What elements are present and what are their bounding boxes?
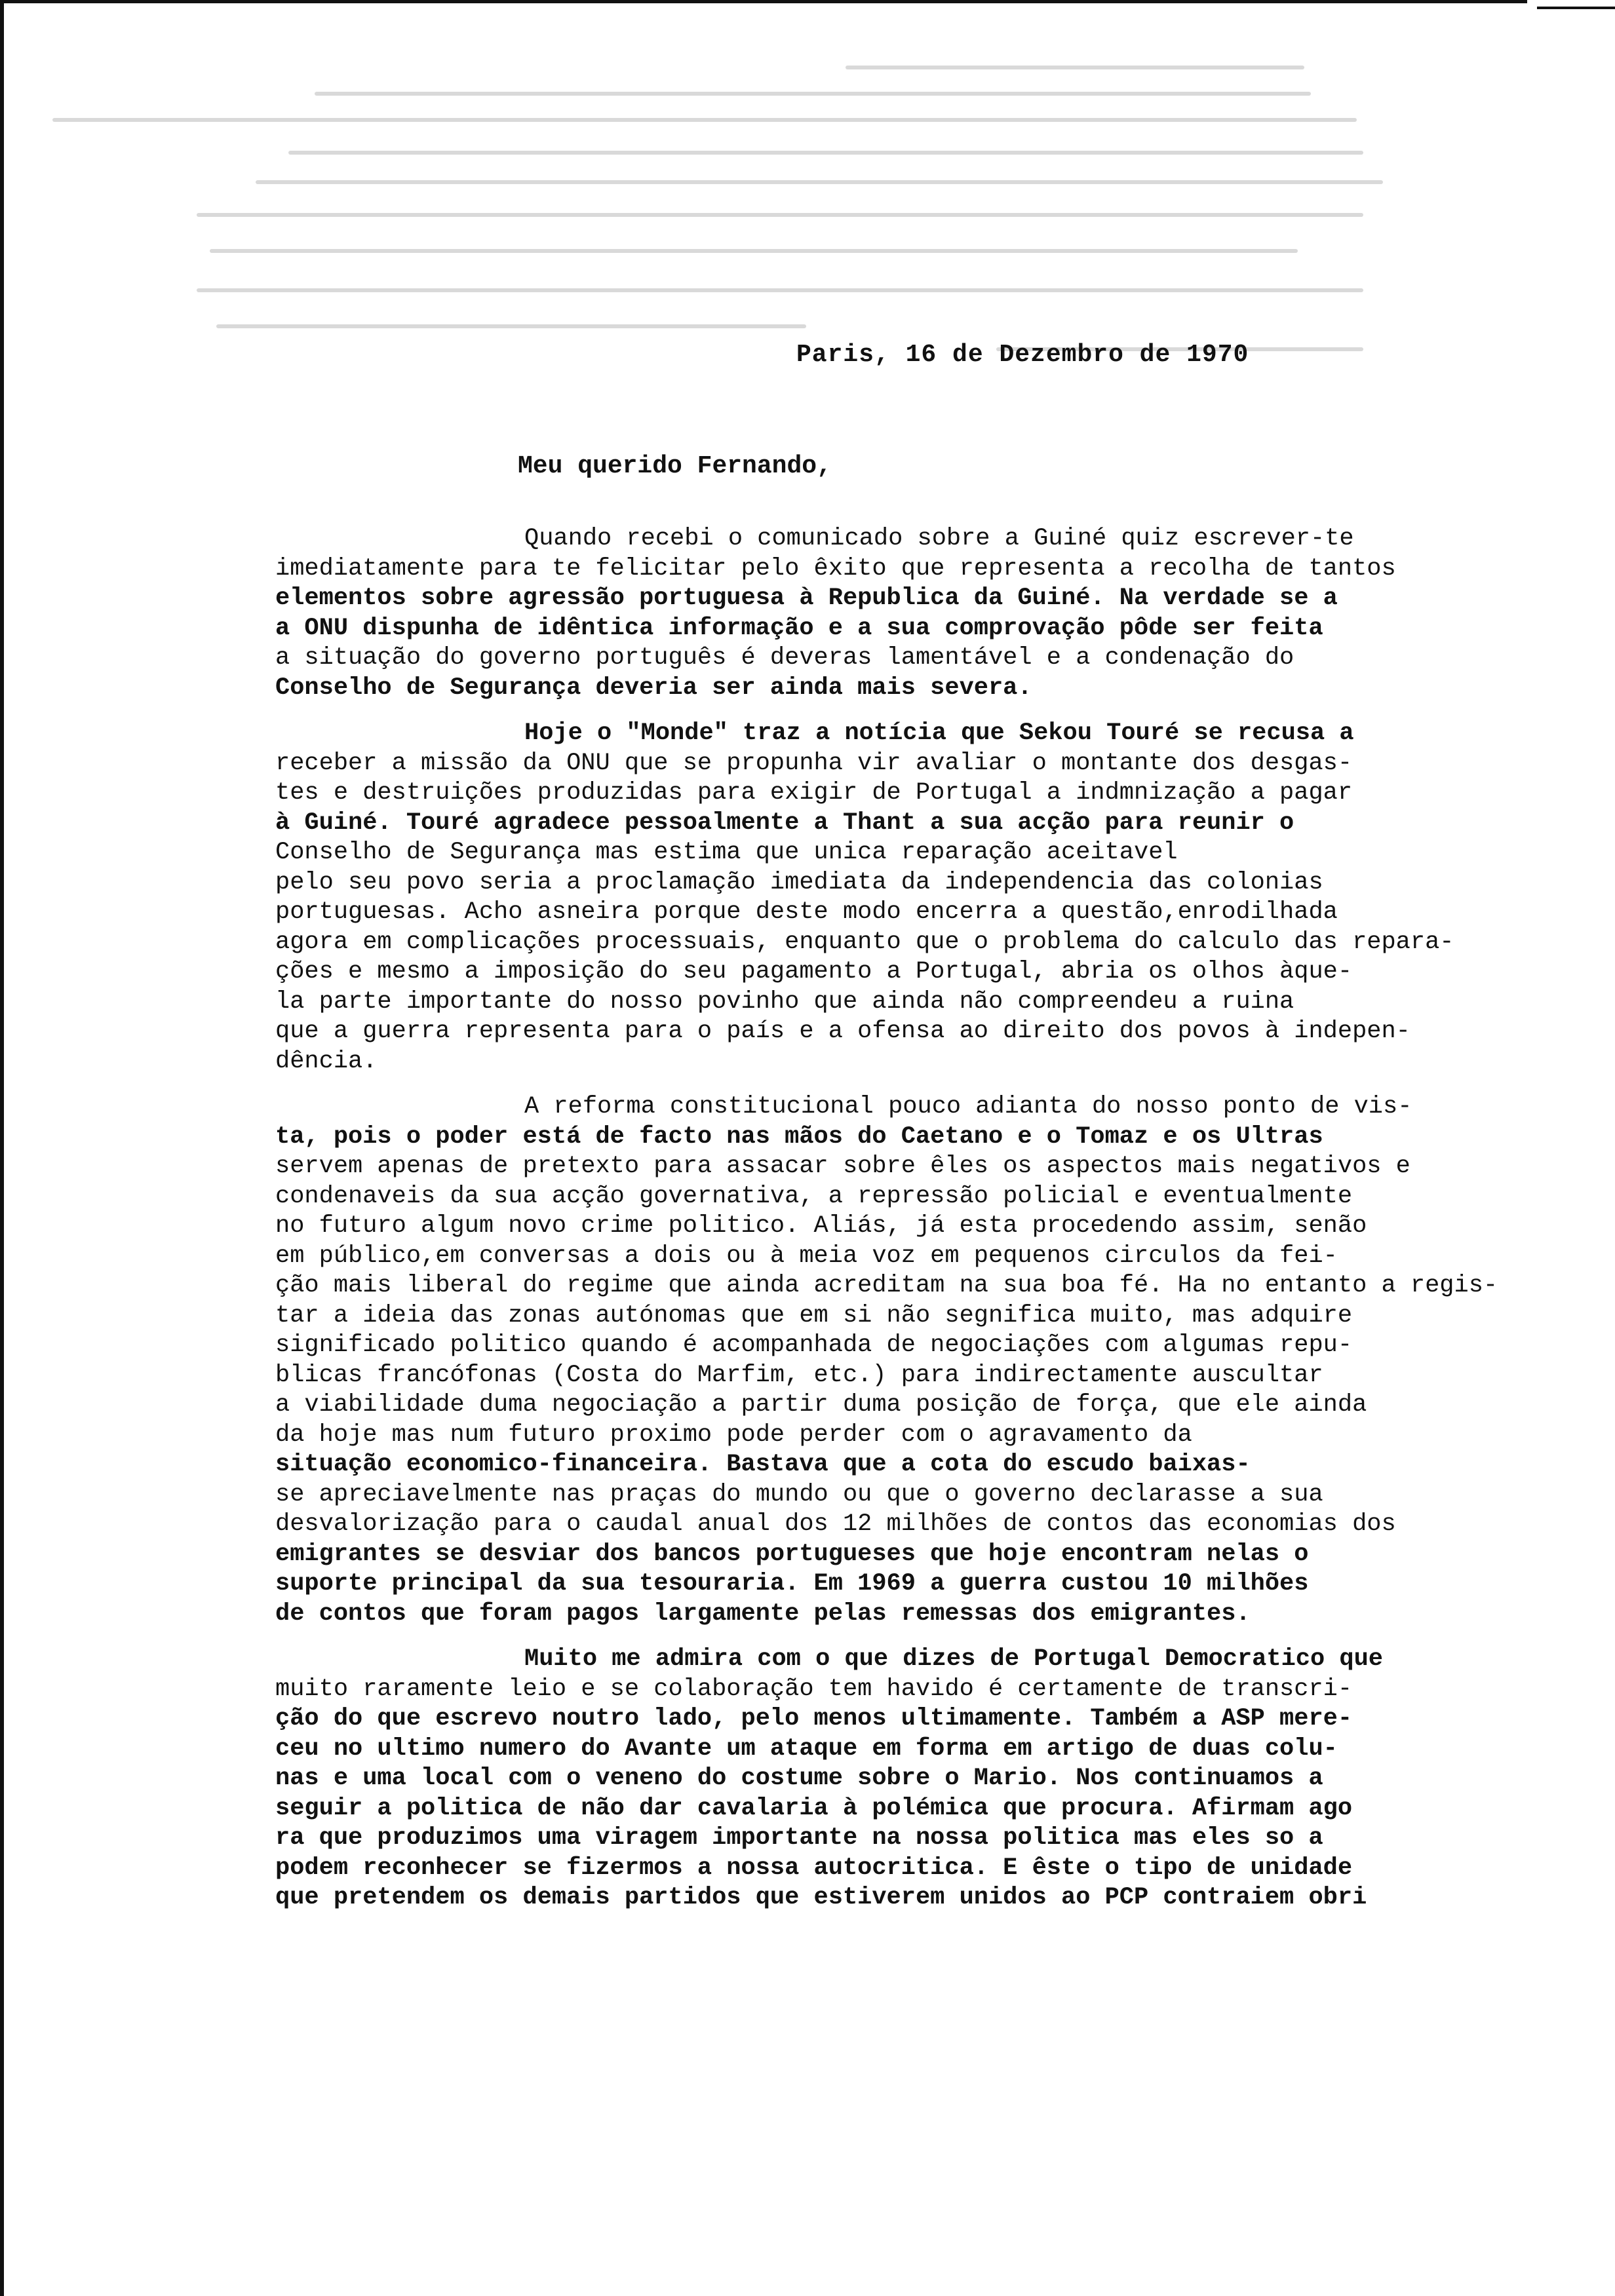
- page-top-edge: [0, 0, 1527, 3]
- text-line: muito raramente leio e se colaboração tem havido é certamente de transcri-: [275, 1675, 1353, 1703]
- paragraph-3: [275, 1092, 1527, 1629]
- text-line: tes e destruições produzidas para exigir de Portugal a indmnização a pagar: [275, 779, 1353, 807]
- text-line: pelo seu povo seria a proclamação imediata da independencia das colonias: [275, 868, 1323, 896]
- text-line: Muito me admira com o que dizes de Portugal Democratico que: [524, 1645, 1384, 1673]
- text-line: elementos sobre agressão portuguesa à Republica da Guiné. Na verdade se a: [275, 584, 1338, 612]
- text-line: portuguesas. Acho asneira porque deste modo encerra a questão,enrodilhada: [275, 898, 1338, 926]
- bleed-through-text: [39, 52, 1383, 360]
- text-line: da hoje mas num futuro proximo pode perder com o agravamento da: [275, 1421, 1192, 1449]
- text-line: ção do que escrevo noutro lado, pelo menos ultimamente. Também a ASP mere-: [275, 1705, 1353, 1732]
- text-line: A reforma constitucional pouco adianta do nosso ponto de vis-: [524, 1093, 1412, 1120]
- text-line: suporte principal da sua tesouraria. Em 1969 a guerra custou 10 milhões: [275, 1570, 1309, 1598]
- text-line: ções e mesmo a imposição do seu pagamento a Portugal, abria os olhos àque-: [275, 958, 1353, 985]
- text-line: se apreciavelmente nas praças do mundo ou que o governo declarasse a sua: [275, 1480, 1323, 1508]
- text-line: Conselho de Segurança deveria ser ainda mais severa.: [275, 674, 1032, 702]
- letter-date: Paris, 16 de Dezembro de 1970: [796, 341, 1249, 369]
- text-line: condenaveis da sua acção governativa, a repressão policial e eventualmente: [275, 1182, 1353, 1210]
- text-line: tar a ideia das zonas autónomas que em si não segnifica muito, mas adquire: [275, 1301, 1353, 1330]
- page-left-edge: [0, 0, 4, 2296]
- text-line: Hoje o "Monde" traz a notícia que Sekou Touré se recusa a: [524, 719, 1354, 747]
- text-line: nas e uma local com o veneno do costume sobre o Mario. Nos continuamos a: [275, 1765, 1323, 1792]
- text-line: Quando recebi o comunicado sobre a Guiné quiz escrever-te: [524, 525, 1354, 552]
- text-line: a situação do governo português é deveras lamentável e a condenação do: [275, 644, 1294, 672]
- text-line: ta, pois o poder está de facto nas mãos do Caetano e o Tomaz e os Ultras: [275, 1122, 1323, 1151]
- text-line: agora em complicações processuais, enquanto que o problema do calculo das repara-: [275, 928, 1454, 956]
- text-line: Conselho de Segurança mas estima que unica reparação aceitavel: [275, 839, 1178, 866]
- text-line: podem reconhecer se fizermos a nossa autocritica. E êste o tipo de unidade: [275, 1854, 1353, 1882]
- paragraph-1: [275, 524, 1527, 703]
- text-line: ceu no ultimo numero do Avante um ataque em forma em artigo de duas colu-: [275, 1734, 1338, 1763]
- text-line: à Guiné. Touré agradece pessoalmente a Thant a sua acção para reunir o: [275, 809, 1294, 837]
- text-line: blicas francófonas (Costa do Marfim, etc.) para indirectamente auscultar: [275, 1361, 1323, 1389]
- text-line: a ONU dispunha de idêntica informação e a sua comprovação pôde ser feita: [275, 614, 1323, 642]
- text-line: ção mais liberal do regime que ainda acreditam na sua boa fé. Ha no entanto a regis-: [275, 1272, 1498, 1299]
- text-line: que pretendem os demais partidos que estiverem unidos ao PCP contraiem obri: [275, 1884, 1367, 1911]
- text-line: la parte importante do nosso povinho que ainda não compreendeu a ruina: [275, 987, 1294, 1016]
- text-line: dência.: [275, 1047, 378, 1075]
- paragraph-4: [275, 1645, 1527, 1913]
- letter-greeting: Meu querido Fernando,: [518, 452, 832, 480]
- text-line: desvalorização para o caudal anual dos 12 milhões de contos das economias dos: [275, 1510, 1396, 1538]
- paragraph-2: [275, 719, 1527, 1077]
- text-line: imediatamente para te felicitar pelo êxito que representa a recolha de tantos: [275, 554, 1396, 583]
- text-line: de contos que foram pagos largamente pelas remessas dos emigrantes.: [275, 1599, 1251, 1628]
- text-line: ra que produzimos uma viragem importante na nossa politica mas eles so a: [275, 1824, 1323, 1852]
- text-line: emigrantes se desviar dos bancos portugueses que hoje encontram nelas o: [275, 1540, 1309, 1568]
- text-line: a viabilidade duma negociação a partir duma posição de força, que ele ainda: [275, 1391, 1367, 1419]
- text-line: receber a missão da ONU que se propunha vir avaliar o montante dos desgas-: [275, 749, 1353, 777]
- text-line: em público,em conversas a dois ou à meia voz em pequenos circulos da fei-: [275, 1242, 1338, 1270]
- text-line: significado politico quando é acompanhada de negociações com algumas repu-: [275, 1331, 1353, 1359]
- text-line: seguir a politica de não dar cavalaria à polémica que procura. Afirmam ago: [275, 1794, 1353, 1822]
- page-top-edge-right: [1537, 7, 1615, 9]
- text-line: que a guerra representa para o país e a ofensa ao direito dos povos à indepen-: [275, 1018, 1411, 1045]
- text-line: situação economico-financeira. Bastava que a cota do escudo baixas-: [275, 1451, 1251, 1478]
- letter-body: [275, 524, 1527, 1929]
- text-line: no futuro algum novo crime politico. Aliás, já esta procedendo assim, senão: [275, 1212, 1367, 1240]
- text-line: servem apenas de pretexto para assacar sobre êles os aspectos mais negativos e: [275, 1153, 1411, 1180]
